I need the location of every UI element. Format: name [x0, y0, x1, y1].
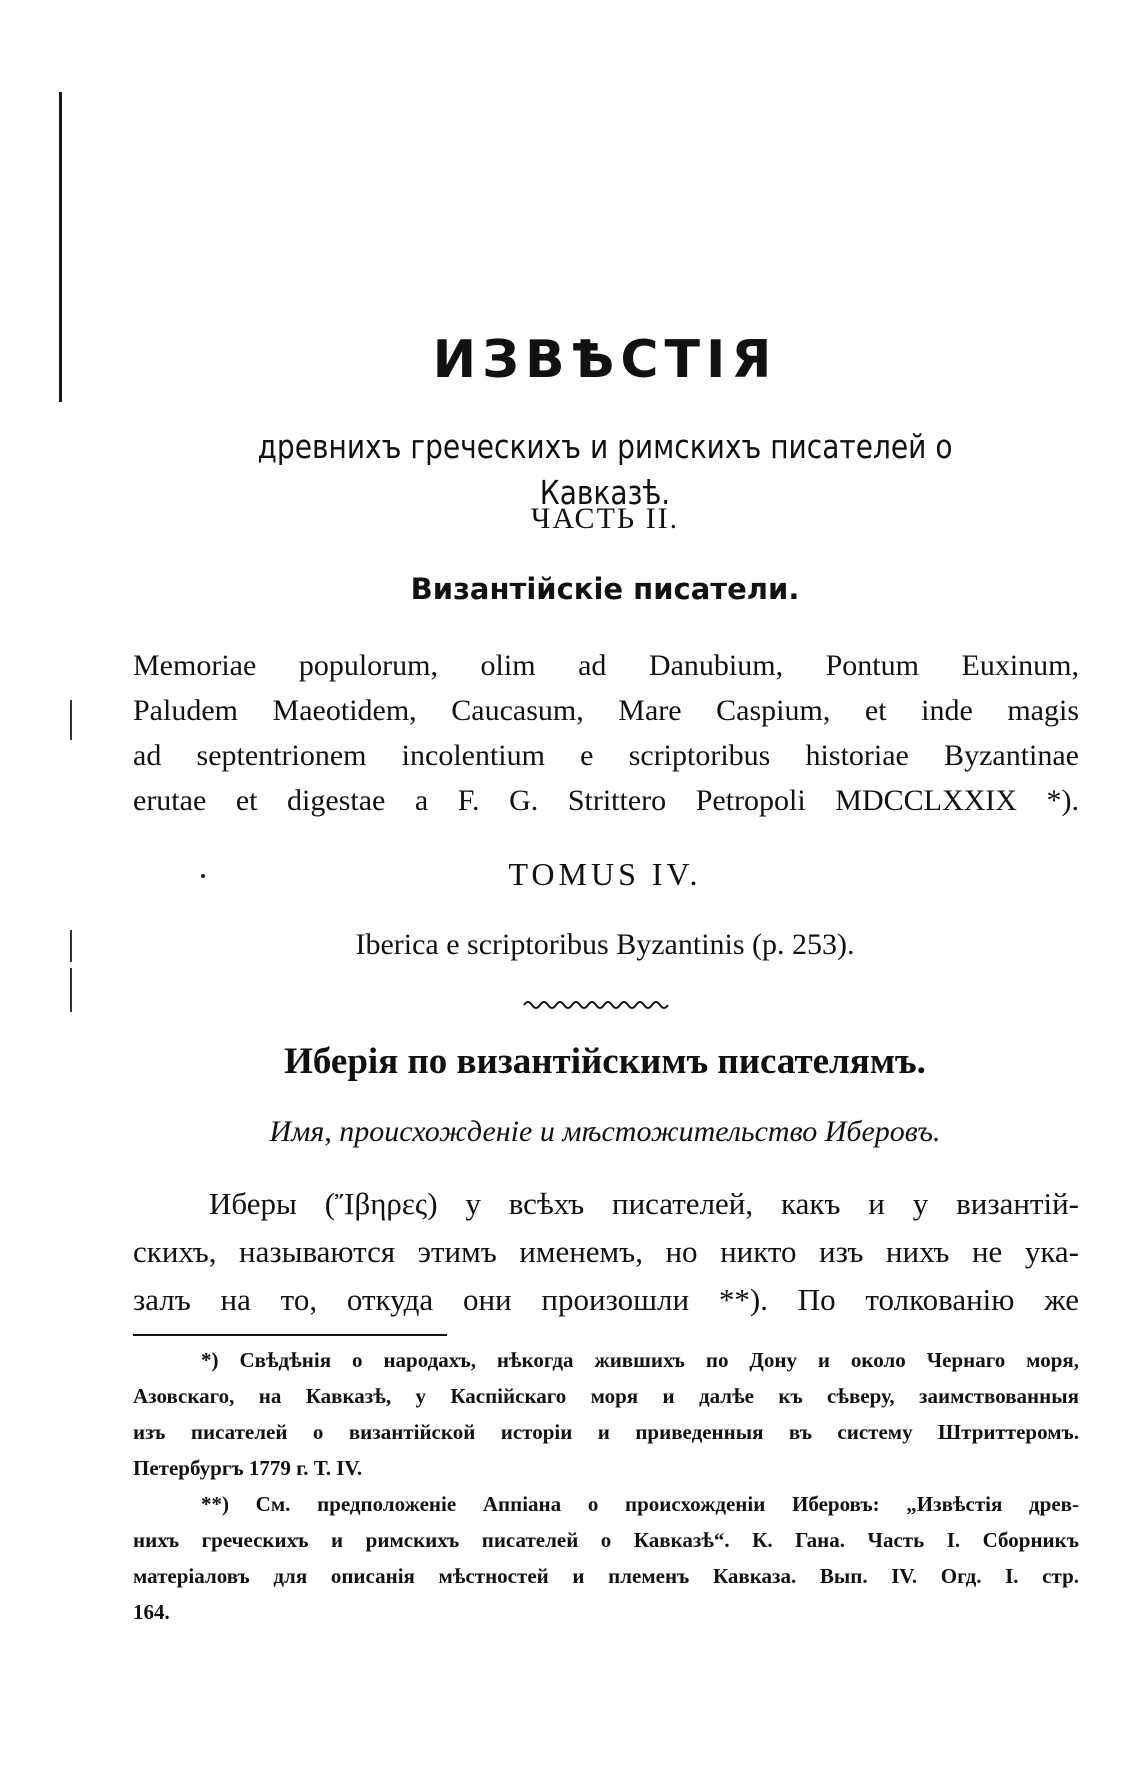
footnotes	[133, 1342, 1079, 1630]
chapter-heading: Иберія по византійскимъ писателямъ.	[284, 1041, 926, 1082]
page-title: ИЗВѢСТІЯ	[432, 330, 778, 390]
subsection-heading: Имя, происхожденіе и мѣстожительство Иберовъ.	[269, 1115, 941, 1148]
page-edge-mark	[70, 930, 72, 962]
body-line: скихъ, называются этимъ именемъ, но никто изъ нихъ не ука-	[133, 1234, 1079, 1269]
body-line: Иберы (Ἴβηρες) у всѣхъ писателей, какъ и у византій-	[209, 1186, 1079, 1221]
page-edge-mark	[70, 700, 72, 740]
footnote-line: нихъ греческихъ и римскихъ писателей о Кавказѣ“. К. Гана. Часть I. Сборникъ	[133, 1528, 1079, 1552]
body-line: залъ на то, откуда они произошли **). По толкованію же	[133, 1282, 1079, 1317]
page-subtitle: древнихъ греческихъ и римскихъ писателей о Кавказѣ.	[257, 427, 953, 512]
latin-line: ad septentrionem incolentium e scriptoribus historiae Byzantinae	[133, 739, 1079, 772]
tomus-label: TOMUS IV.	[508, 856, 702, 892]
footnote-line: Азовскаго, на Кавказѣ, у Каспійскаго моря и далѣе къ сѣверу, заимствованныя	[133, 1384, 1079, 1408]
footnote-line: Петербургъ 1779 г. Т. IV.	[133, 1456, 363, 1480]
footnote-line: **) См. предположеніе Аппіана о происхожденіи Иберовъ: „Извѣстія древ-	[201, 1492, 1079, 1516]
footnote-1	[133, 1342, 1079, 1486]
latin-source-paragraph	[133, 643, 1079, 823]
iberica-line: Iberica e scriptoribus Byzantinis (p. 253).	[355, 928, 855, 961]
ornament-divider	[522, 998, 674, 1012]
latin-line: Memoriae populorum, olim ad Danubium, Pontum Euxinum,	[133, 649, 1079, 682]
footnote-rule	[133, 1334, 447, 1336]
section-title: Византійскіе писатели.	[410, 572, 800, 606]
latin-line: erutae et digestae a F. G. Strittero Petropoli MDCCLXXIX *).	[133, 784, 1079, 817]
latin-line: Paludem Maeotidem, Caucasum, Mare Caspium, et inde magis	[133, 694, 1079, 727]
footnote-line: 164.	[133, 1600, 170, 1624]
footnote-line: *) Свѣдѣнія о народахъ, нѣкогда жившихъ по Дону и около Чернаго моря,	[201, 1348, 1079, 1372]
part-label: ЧАСТЬ II.	[530, 502, 680, 535]
page-edge-mark	[70, 968, 72, 1012]
footnote-line: изъ писателей о византійской исторіи и приведенныя въ систему Штриттеромъ.	[133, 1420, 1079, 1444]
footnote-line: матеріаловъ для описанія мѣстностей и племенъ Кавказа. Вып. IV. Огд. I. стр.	[133, 1564, 1079, 1588]
footnote-2	[133, 1486, 1079, 1630]
page-edge-line	[59, 92, 62, 402]
body-paragraph	[133, 1180, 1079, 1324]
